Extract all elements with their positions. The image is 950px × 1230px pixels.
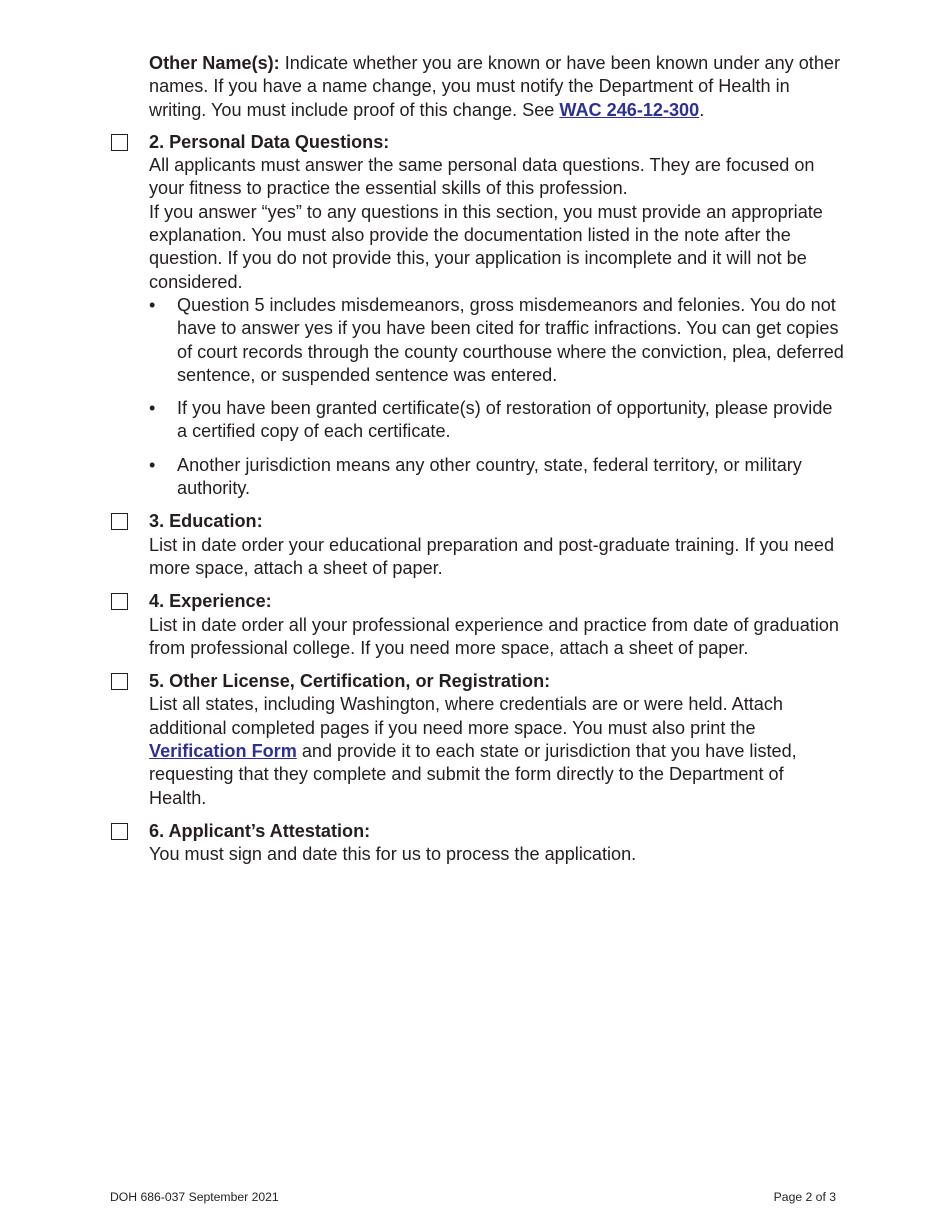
attestation-text: You must sign and date this for us to process the application. (149, 844, 637, 865)
list-item (149, 294, 845, 387)
experience-text: List in date order all your professional experience and practice from date of graduation from professional college. If you need more space, attach a sheet of paper. (149, 614, 839, 658)
list-item (149, 397, 845, 444)
personal-data-checkbox[interactable] (111, 134, 128, 151)
footer-form-id: DOH 686-037 September 2021 (110, 1190, 279, 1204)
personal-data-explanation: If you answer “yes” to any questions in this section, you must provide an appropriate explanation. You must also provide the documentation listed in the note after the question. If you do not provide this, your application is incomplete and it will not be considered. (149, 201, 823, 292)
personal-data-bullet-list (149, 294, 845, 500)
other-license-checkbox[interactable] (111, 673, 128, 690)
bullet-glyph: • (149, 454, 156, 475)
personal-data-heading: 2. Personal Data Questions: (149, 131, 390, 152)
bullet-glyph: • (149, 398, 156, 419)
other-names-text: Indicate whether you are known or have been known under any other names. If you have a name change, you must notify the Department of Health in writing. You must include proof of this change. See (149, 53, 840, 120)
section-attestation (149, 820, 845, 867)
other-names-label: Other Name(s): (149, 53, 280, 73)
wac-link[interactable]: WAC 246-12-300 (559, 99, 700, 120)
education-text: List in date order your educational preparation and post-graduate training. If you need more space, attach a sheet of paper. (149, 534, 835, 578)
attestation-heading: 6. Applicant’s Attestation: (149, 820, 371, 841)
footer-page-number: Page 2 of 3 (773, 1190, 836, 1204)
other-license-text-end: and provide it to each state or jurisdiction that you have listed, requesting that they complete and submit the form directly to the Department of Health. (149, 741, 797, 808)
other-names-text-end: . (699, 99, 705, 120)
other-license-text-start: List all states, including Washington, where credentials are or were held. Attach additional completed pages if you need more space. You must also print the (149, 694, 783, 738)
page-content (149, 52, 845, 867)
education-heading: 3. Education: (149, 511, 263, 532)
attestation-checkbox[interactable] (111, 823, 128, 840)
section-education (149, 510, 845, 580)
verification-form-link[interactable]: Verification Form (149, 741, 297, 762)
experience-checkbox[interactable] (111, 593, 128, 610)
section-experience (149, 590, 845, 660)
education-checkbox[interactable] (111, 513, 128, 530)
bullet-text: If you have been granted certificate(s) of restoration of opportunity, please provide a certified copy of each certificate. (177, 398, 833, 442)
bullet-glyph: • (149, 294, 156, 315)
section-other-license (149, 670, 845, 810)
list-item (149, 454, 845, 501)
bullet-text: Question 5 includes misdemeanors, gross misdemeanors and felonies. You do not have to answer yes if you have been cited for traffic infractions. You can get copies of court records through the county courthouse where the conviction, plea, deferred sentence, or suspended sentence was entered. (177, 294, 844, 385)
other-names-paragraph (149, 52, 845, 122)
other-license-text (149, 693, 845, 809)
section-personal-data (149, 131, 845, 500)
bullet-text: Another jurisdiction means any other country, state, federal territory, or military authority. (177, 454, 802, 499)
other-license-heading: 5. Other License, Certification, or Registration: (149, 671, 551, 692)
experience-heading: 4. Experience: (149, 591, 272, 612)
personal-data-intro: All applicants must answer the same personal data questions. They are focused on your fitness to practice the essential skills of this profession. (149, 155, 815, 199)
